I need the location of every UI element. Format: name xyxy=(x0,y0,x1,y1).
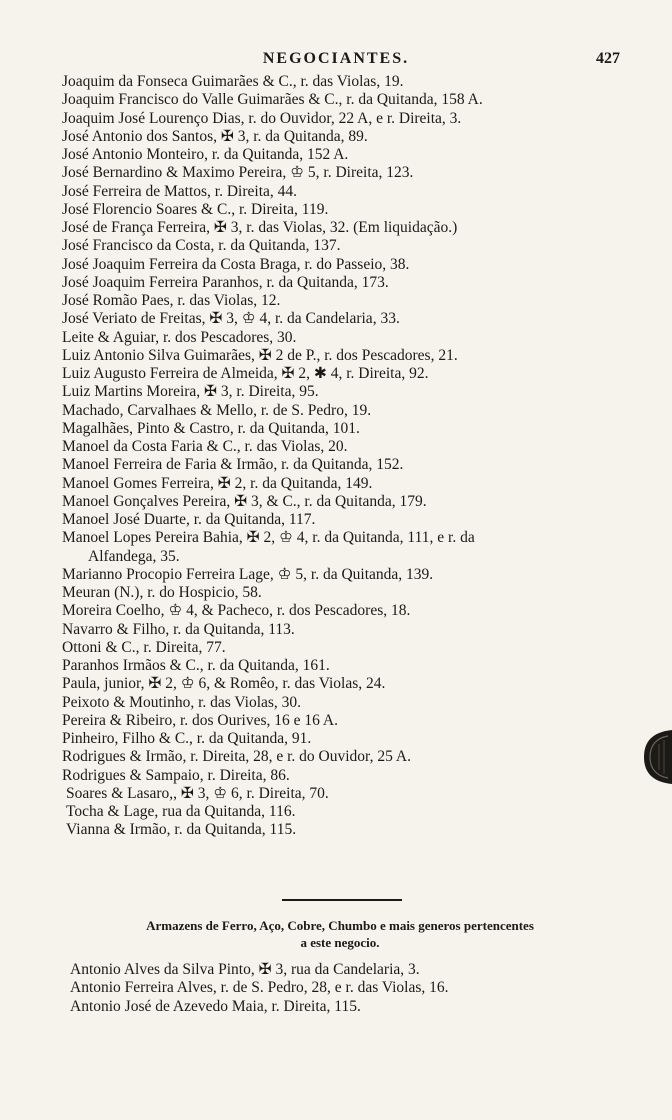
directory-entry: Antonio Alves da Silva Pinto, ✠ 3, rua da Candelaria, 3. xyxy=(70,961,420,978)
directory-entry: Luiz Antonio Silva Guimarães, ✠ 2 de P., r. dos Pescadores, 21. xyxy=(62,346,458,364)
directory-entry: Antonio Ferreira Alves, r. de S. Pedro, 28, e r. das Violas, 16. xyxy=(70,979,449,997)
directory-entry: Rodrigues & Irmão, r. Direita, 28, e r. do Ouvidor, 25 A. xyxy=(62,748,411,766)
directory-entry: Marianno Procopio Ferreira Lage, ♔ 5, r. da Quitanda, 139. xyxy=(62,565,434,583)
directory-entry: Machado, Carvalhaes & Mello, r. de S. Pedro, 19. xyxy=(62,401,372,419)
section-heading-line-2: a este negocio. xyxy=(300,935,380,950)
directory-entry: José Joaquim Ferreira da Costa Braga, r. do Passeio, 38. xyxy=(62,255,410,273)
directory-entry: José de França Ferreira, ✠ 3, r. das Violas, 32. (Em liquidação.) xyxy=(62,219,458,236)
section-divider xyxy=(282,899,402,901)
directory-entry: Alfandega, 35. xyxy=(88,547,180,565)
directory-entry: Luiz Augusto Ferreira de Almeida, ✠ 2, ✱ 4, r. Direita, 92. xyxy=(62,365,429,382)
directory-entry: Moreira Coelho, ♔ 4, & Pacheco, r. dos Pescadores, 18. xyxy=(62,602,411,620)
directory-entry: Pereira & Ribeiro, r. dos Ourives, 16 e 16 A. xyxy=(62,711,338,729)
directory-entry: Manoel Ferreira de Faria & Irmão, r. da Quitanda, 152. xyxy=(62,456,404,474)
directory-entry: Antonio José de Azevedo Maia, r. Direita, 115. xyxy=(70,997,361,1015)
ironmonger-list xyxy=(0,961,672,1016)
directory-entry: Tocha & Lage, rua da Quitanda, 116. xyxy=(66,803,296,820)
running-head: NEGOCIANTES. xyxy=(262,50,410,67)
directory-entry: Manoel Gonçalves Pereira, ✠ 3, & C., r. da Quitanda, 179. xyxy=(62,492,427,510)
directory-entry: José Ferreira de Mattos, r. Direita, 44. xyxy=(62,182,298,200)
directory-entry: Joaquim da Fonseca Guimarães & C., r. das Violas, 19. xyxy=(62,73,404,90)
directory-entry: Manoel Gomes Ferreira, ✠ 2, r. da Quitanda, 149. xyxy=(62,474,373,492)
directory-entry: José Florencio Soares & C., r. Direita, 119. xyxy=(62,200,329,218)
directory-entry: Rodrigues & Sampaio, r. Direita, 86. xyxy=(62,766,290,784)
directory-entry: José Antonio Monteiro, r. da Quitanda, 152 A. xyxy=(62,146,349,163)
directory-entry: Magalhães, Pinto & Castro, r. da Quitanda, 101. xyxy=(62,419,360,437)
directory-entry: Leite & Aguiar, r. dos Pescadores, 30. xyxy=(62,328,297,346)
directory-entry: José Antonio dos Santos, ✠ 3, r. da Quitanda, 89. xyxy=(62,127,368,145)
directory-entry: Joaquim Francisco do Valle Guimarães & C., r. da Quitanda, 158 A. xyxy=(62,91,483,109)
directory-entry: José Bernardino & Maximo Pereira, ♔ 5, r. Direita, 123. xyxy=(62,164,414,182)
section-heading-line-1: Armazens de Ferro, Aço, Cobre, Chumbo e mais generos pertencentes xyxy=(146,918,534,933)
thumb-tab-mark xyxy=(638,728,672,786)
directory-entry: Peixoto & Moutinho, r. das Violas, 30. xyxy=(62,693,302,711)
directory-entry: Luiz Martins Moreira, ✠ 3, r. Direita, 95. xyxy=(62,383,319,401)
directory-entry: Manoel José Duarte, r. da Quitanda, 117. xyxy=(62,511,316,528)
section-heading xyxy=(60,917,620,951)
directory-entry: Meuran (N.), r. do Hospicio, 58. xyxy=(62,584,262,601)
directory-entry: Paranhos Irmãos & C., r. da Quitanda, 161. xyxy=(62,657,330,674)
directory-entry: Paula, junior, ✠ 2, ♔ 6, & Romêo, r. das Violas, 24. xyxy=(62,675,386,693)
directory-entry: Vianna & Irmão, r. da Quitanda, 115. xyxy=(66,821,297,839)
directory-entry: José Joaquim Ferreira Paranhos, r. da Quitanda, 173. xyxy=(62,273,389,291)
directory-entry: Pinheiro, Filho & C., r. da Quitanda, 91. xyxy=(62,730,312,747)
page-number: 427 xyxy=(596,50,620,67)
page-header xyxy=(0,50,672,70)
merchant-list xyxy=(0,73,672,840)
directory-entry: Manoel da Costa Faria & C., r. das Violas, 20. xyxy=(62,438,348,455)
directory-entry: José Veriato de Freitas, ✠ 3, ♔ 4, r. da Candelaria, 33. xyxy=(62,310,400,328)
directory-entry: José Romão Paes, r. das Violas, 12. xyxy=(62,292,281,309)
directory-entry: Ottoni & C., r. Direita, 77. xyxy=(62,638,226,656)
directory-entry: Manoel Lopes Pereira Bahia, ✠ 2, ♔ 4, r. da Quitanda, 111, e r. da xyxy=(62,529,475,547)
directory-entry: José Francisco da Costa, r. da Quitanda, 137. xyxy=(62,237,341,255)
directory-entry: Soares & Lasaro,, ✠ 3, ♔ 6, r. Direita, 70. xyxy=(66,784,329,802)
directory-entry: Navarro & Filho, r. da Quitanda, 113. xyxy=(62,620,295,638)
directory-entry: Joaquim José Lourenço Dias, r. do Ouvidor, 22 A, e r. Direita, 3. xyxy=(62,109,462,127)
